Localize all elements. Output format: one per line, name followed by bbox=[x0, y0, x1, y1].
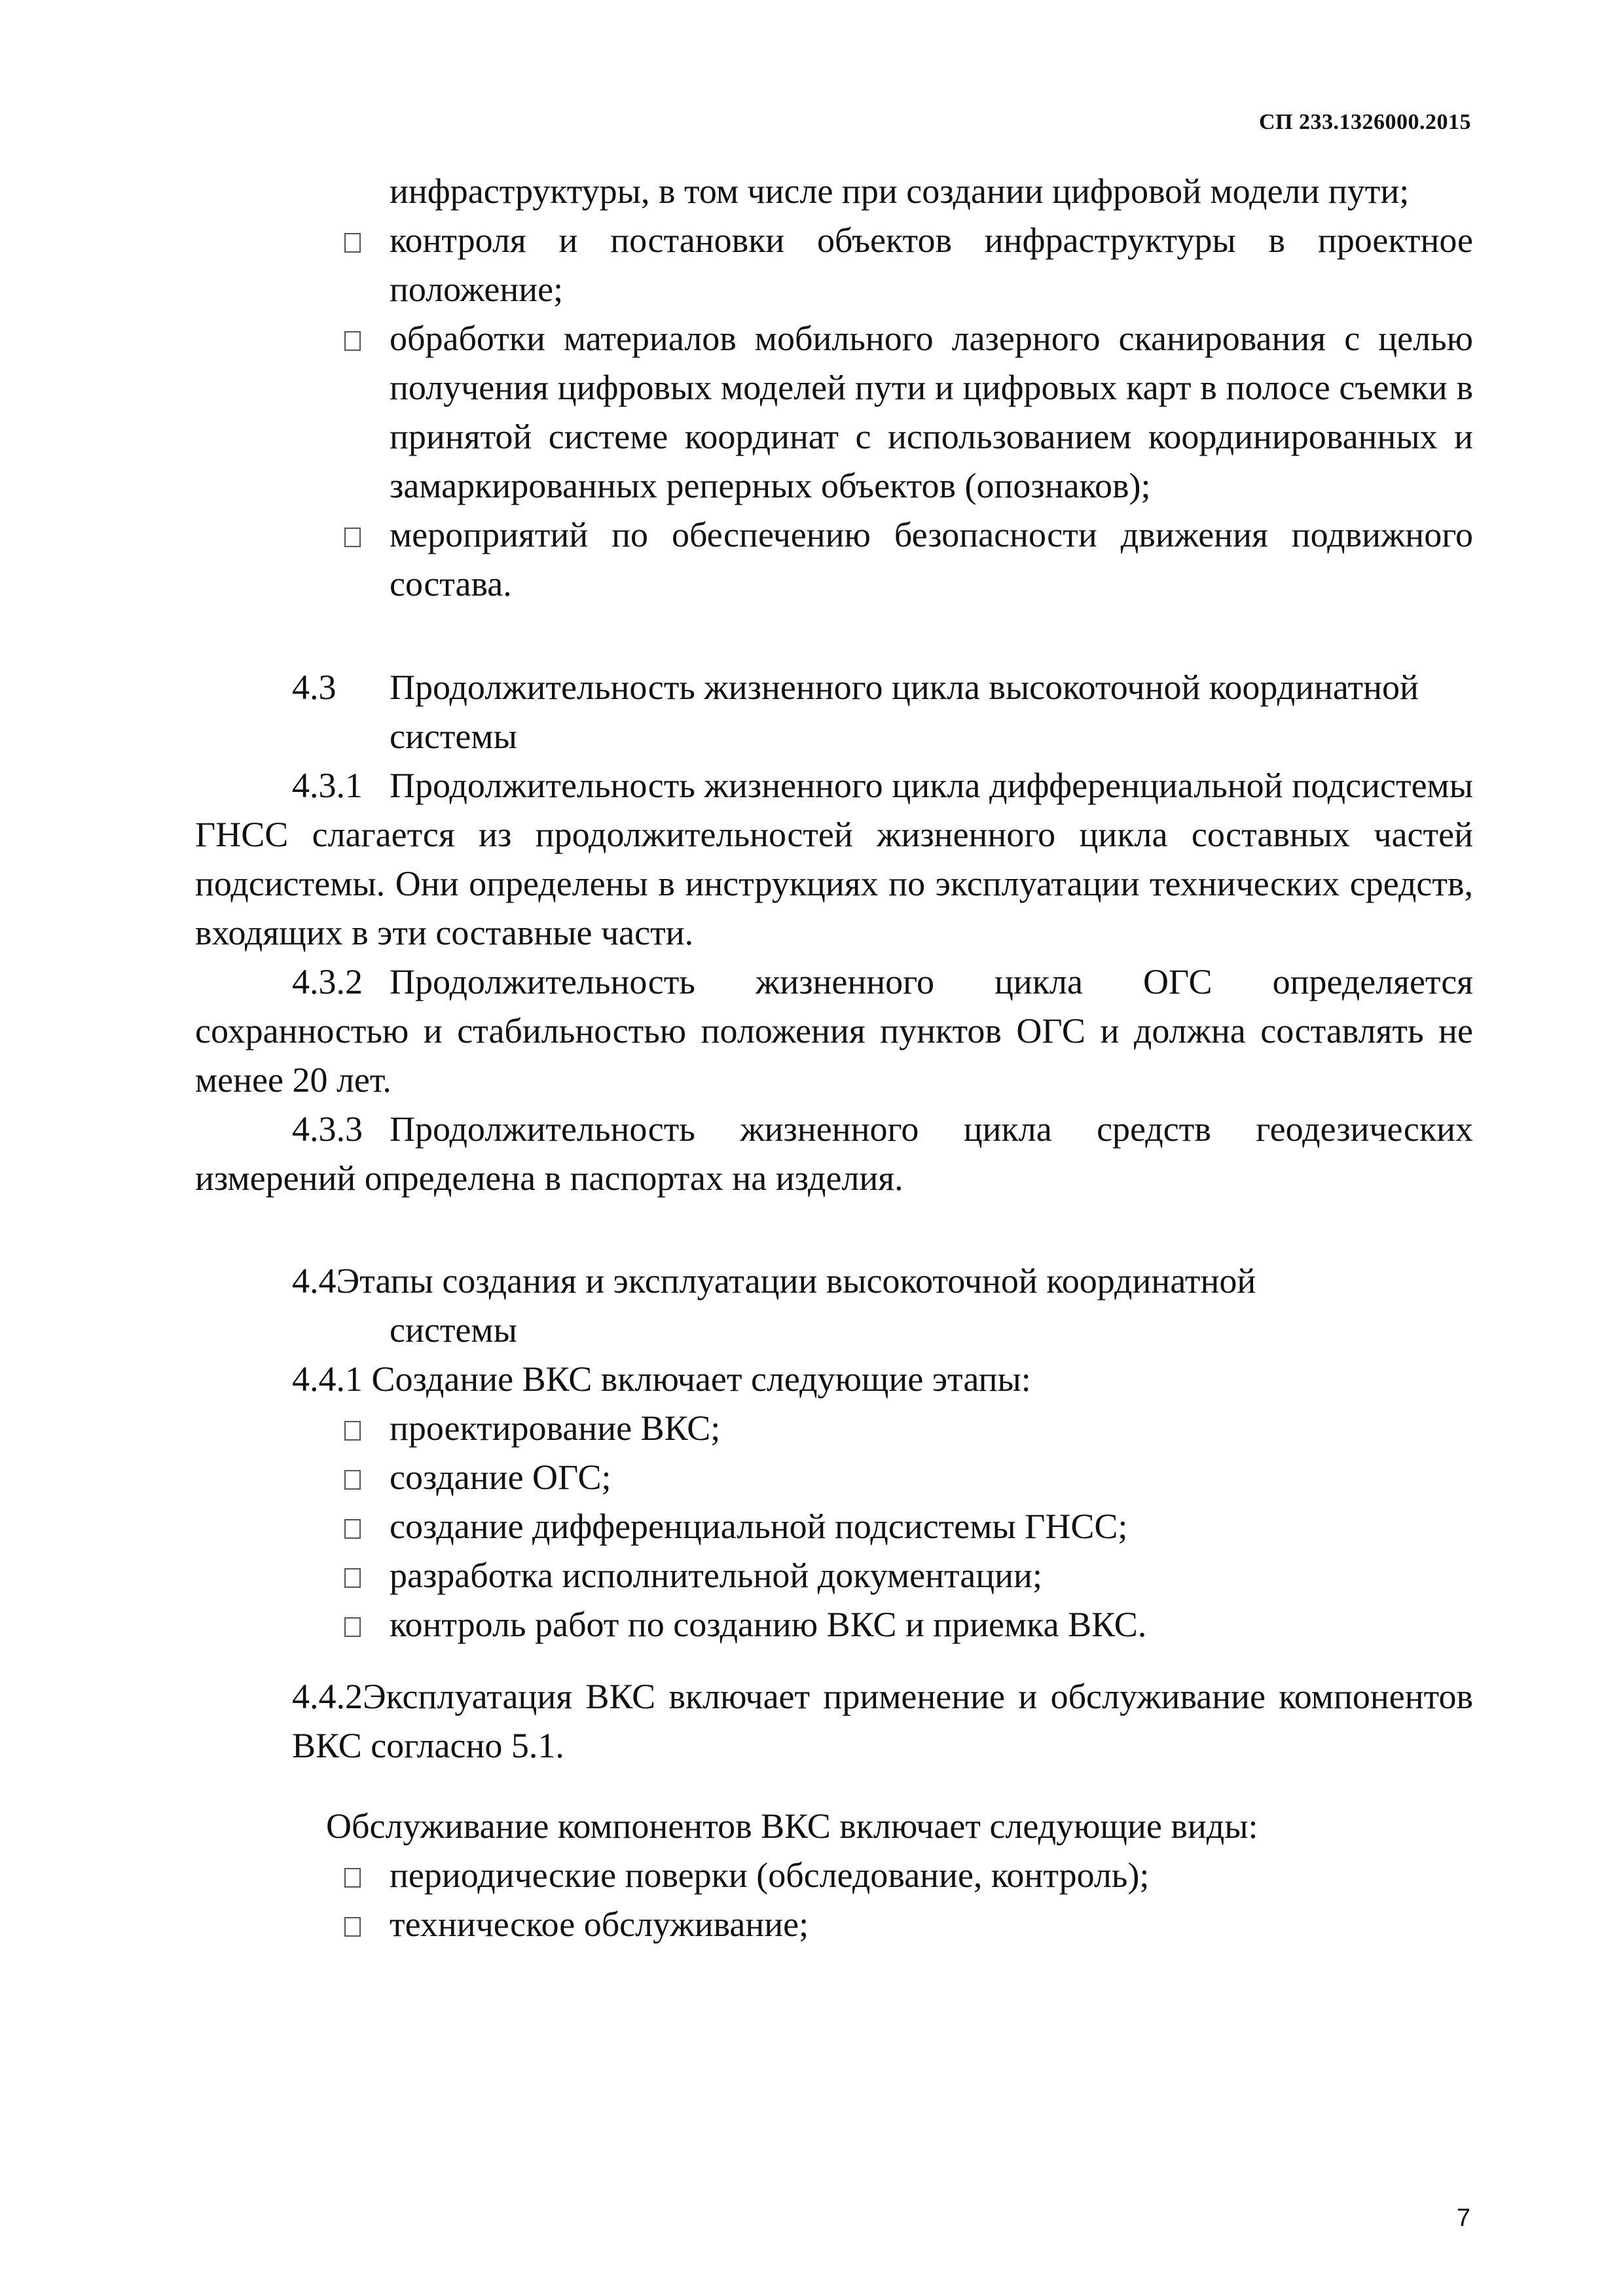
bullet-box-icon bbox=[344, 528, 361, 547]
list-item: разработка исполнительной документации; bbox=[195, 1551, 1473, 1600]
clause-4-3-1: 4.3.1 Продолжительность жизненного цикла дифференциальной подсистемы ГНСС слагается из продолжительностей жизненного цикла составных частей подсистемы. Они определены в инструкциях по эксплуатации технических средств, входящих в эти составные части. bbox=[195, 766, 1473, 952]
list-item: контроль работ по созданию ВКС и приемка ВКС. bbox=[195, 1600, 1473, 1649]
bullet-box-icon bbox=[344, 1568, 361, 1588]
clause-4-4-2: 4.4.2Эксплуатация ВКС включает применение и обслуживание компонентов ВКС согласно 5.1. bbox=[292, 1677, 1473, 1765]
list-item: создание дифференциальной подсистемы ГНСС; bbox=[195, 1502, 1473, 1551]
list-item: проектирование ВКС; bbox=[195, 1404, 1473, 1453]
document-code-header: СП 233.1326000.2015 bbox=[1259, 110, 1471, 134]
clause-4-4-1: 4.4.1 Создание ВКС включает следующие этапы: bbox=[292, 1359, 1031, 1399]
section-heading-4-4: 4.4Этапы создания и эксплуатации высокоточной координатной bbox=[292, 1261, 1256, 1300]
bullet-box-icon bbox=[344, 331, 361, 351]
list-item: создание ОГС; bbox=[195, 1453, 1473, 1502]
list-item: техническое обслуживание; bbox=[195, 1900, 1473, 1949]
clause-4-3-2: 4.3.2 Продолжительность жизненного цикла ОГС определяется сохранностью и стабильностью положения пунктов ОГС и должна составлять не менее 20 лет. bbox=[195, 962, 1473, 1100]
bullet-box-icon bbox=[344, 1470, 361, 1490]
bullet-box-icon bbox=[344, 233, 361, 253]
page-content bbox=[195, 167, 1473, 1949]
bullet-box-icon bbox=[344, 1421, 361, 1441]
list-item: периодические поверки (обследование, контроль); bbox=[195, 1851, 1473, 1900]
section-heading-4-3: 4.3 Продолжительность жизненного цикла высокоточной координатной системы bbox=[292, 668, 1419, 756]
bullet-box-icon bbox=[344, 1917, 361, 1937]
clause-4-3-3: 4.3.3 Продолжительность жизненного цикла средств геодезических измерений определена в паспортах на изделия. bbox=[195, 1109, 1473, 1198]
list-item: мероприятий по обеспечению безопасности движения подвижного состава. bbox=[195, 511, 1473, 609]
continued-list-item: инфраструктуры, в том числе при создании цифровой модели пути; bbox=[390, 171, 1410, 211]
section-heading-4-4-cont: системы bbox=[390, 1310, 517, 1350]
bullet-box-icon bbox=[344, 1519, 361, 1539]
bullet-box-icon bbox=[344, 1617, 361, 1637]
list-item: обработки материалов мобильного лазерного сканирования с целью получения цифровых моделей пути и цифровых карт в полосе съемки в принятой системе координат с использованием координированных и замаркированных реперных объектов (опознаков); bbox=[195, 314, 1473, 511]
page-number: 7 bbox=[1456, 2204, 1470, 2232]
list-item: контроля и постановки объектов инфраструктуры в проектное положение; bbox=[195, 216, 1473, 314]
service-intro: Обслуживание компонентов ВКС включает следующие виды: bbox=[326, 1806, 1258, 1846]
bullet-box-icon bbox=[344, 1868, 361, 1888]
